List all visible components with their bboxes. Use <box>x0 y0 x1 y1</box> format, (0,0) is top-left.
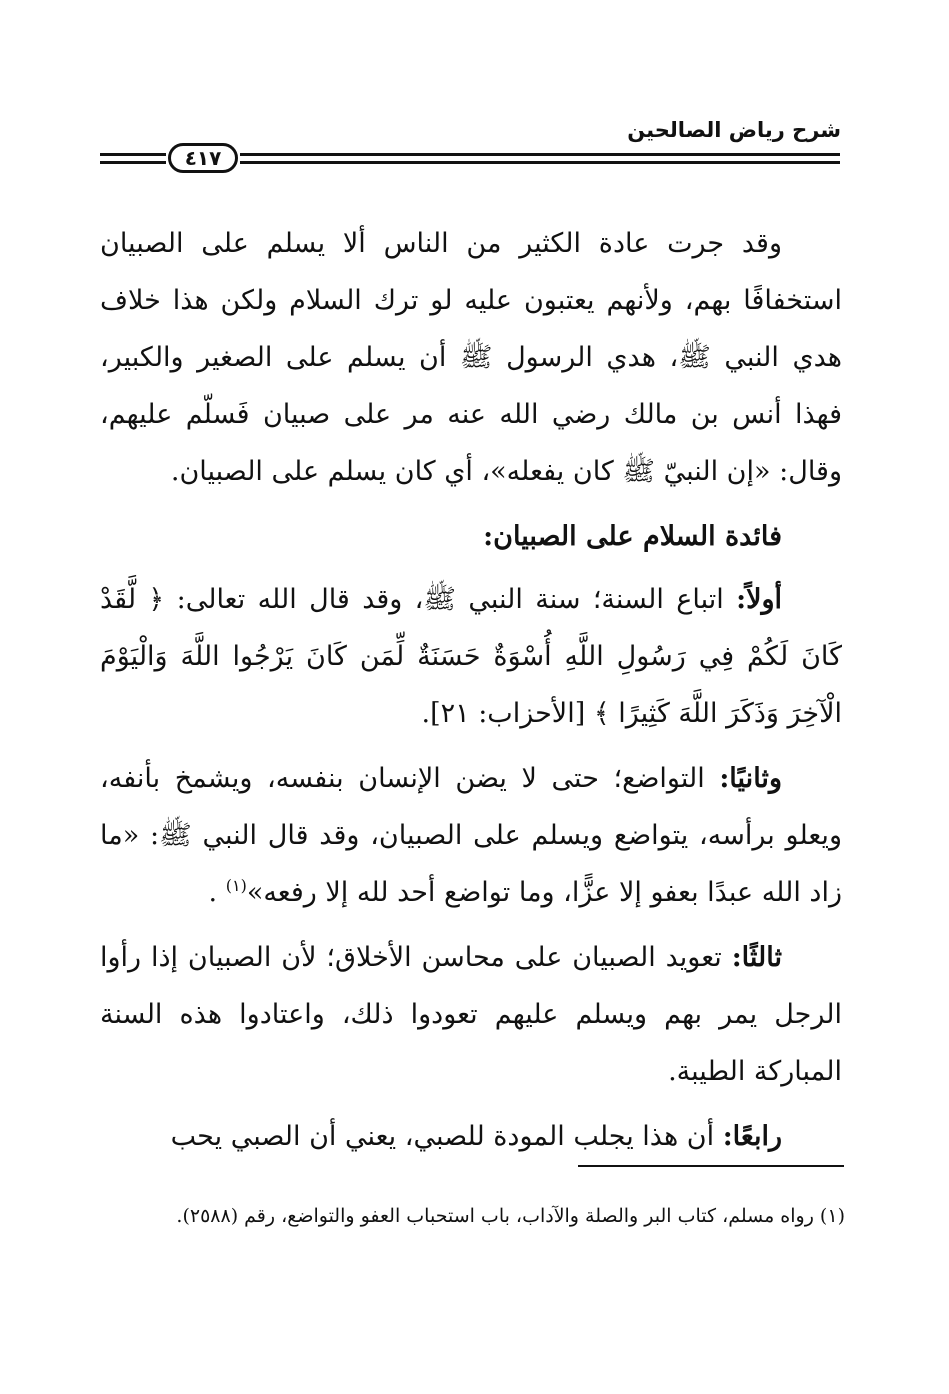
point-label: ثالثًا: <box>731 942 782 973</box>
header-rule <box>100 147 840 173</box>
paragraph-second-benefit <box>100 750 842 921</box>
header-rule-line <box>100 153 166 156</box>
paragraph-fourth-benefit <box>100 1108 842 1165</box>
footnote-marker[interactable]: (١) <box>225 876 247 895</box>
verse-reference: [الأحزاب: ٢١]. <box>421 698 586 729</box>
point-label: وثانيًا: <box>719 763 782 794</box>
point-text: اتباع السنة؛ سنة النبي ﷺ، وقد قال الله تعالى: <box>176 584 724 615</box>
paragraph-intro: وقد جرت عادة الكثير من الناس ألا يسلم على الصبيان استخفافًا بهم، ولأنهم يعتبون عليه لو ترك السلام ولكن هذا خلاف هدي النبي ﷺ، هدي الرسول ﷺ أن يسلم على الصغير والكبير، فهذا أنس بن مالك رضي الله عنه مر على صبيان فَسلّم عليهم، وقال: «إن النبيّ ﷺ كان يفعله»، أي كان يسلم على الصبيان. <box>100 228 843 487</box>
point-text: تعويد الصبيان على محاسن الأخلاق؛ لأن الصبيان إذا رأوا الرجل يمر بهم ويسلم عليهم تعودوا ذلك، واعتادوا هذه السنة المباركة الطيبة. <box>100 942 842 1087</box>
main-text <box>100 215 842 1173</box>
running-title: شرح رياض الصالحين <box>627 118 841 142</box>
header-rule-line <box>240 161 840 164</box>
header-rule-line <box>100 161 166 164</box>
quran-verse: ﴿ لَّقَدْ كَانَ لَكُمْ فِي رَسُولِ اللَّهِ أُسْوَةٌ حَسَنَةٌ لِّمَن كَانَ يَرْجُوا اللَّهَ وَالْيَوْمَ الْآخِرَ وَذَكَرَ اللَّهَ كَثِيرًا ﴾ <box>100 584 842 729</box>
footnote-1: (١) رواه مسلم، كتاب البر والصلة والآداب، باب استحباب العفو والتواضع، رقم (٢٥٨٨). <box>176 1205 845 1227</box>
point-text: التواضع؛ حتى لا يضن الإنسان بنفسه، ويشمخ بأنفه، ويعلو برأسه، يتواضع ويسلم على الصبيان، وقد قال النبي ﷺ: «ما زاد الله عبدًا بعفو إلا عزًّا، وما تواضع أحد لله إلا رفعه» <box>100 763 842 908</box>
section-heading: فائدة السلام على الصبيان: <box>483 521 782 552</box>
sentence-end: . <box>208 877 218 908</box>
header-rule-line <box>240 153 840 156</box>
paragraph-first-benefit <box>100 571 842 742</box>
point-label: رابعًا: <box>722 1121 782 1152</box>
point-label: أولاً: <box>736 584 783 615</box>
page-number: ٤١٧ <box>168 143 238 173</box>
point-text: أن هذا يجلب المودة للصبي، يعني أن الصبي يحب <box>170 1121 715 1152</box>
paragraph-third-benefit <box>100 929 842 1100</box>
footnote-rule <box>578 1165 844 1167</box>
